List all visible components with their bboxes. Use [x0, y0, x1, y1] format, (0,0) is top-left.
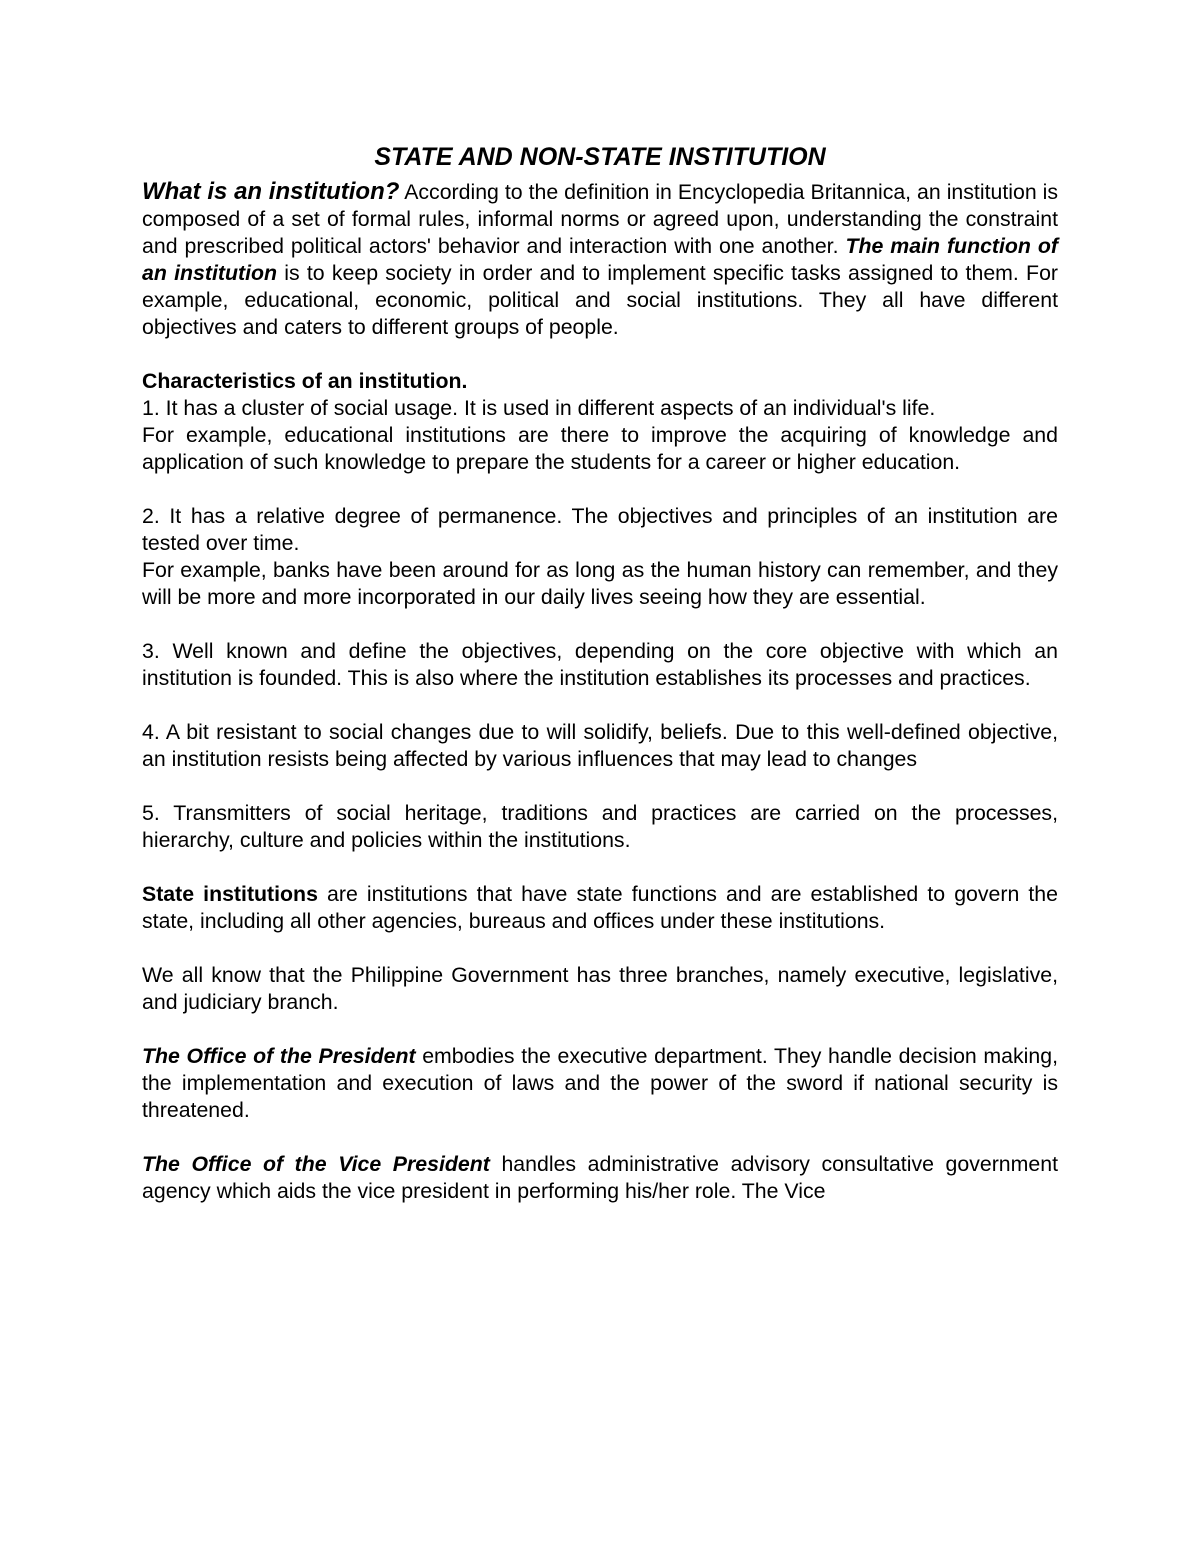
state-institutions-paragraph — [142, 881, 1058, 935]
vice-president-term: The Office of the Vice President — [142, 1152, 490, 1176]
state-institutions-term: State institutions — [142, 882, 318, 906]
state-institutions-definition: are institutions that have state functions and are established to govern the state, including all other agencies, bureaus and offices under these institutions. — [142, 882, 1059, 933]
president-term: The Office of the President — [142, 1044, 416, 1068]
intro-text-1: According to the definition in Encyclopedia Britannica, an institution is composed of a set of formal rules, informal norms or agreed upon, understanding the constraint and prescribed political actors' behavior and interaction with one another. — [142, 180, 1058, 258]
president-text: embodies the executive department. They handle decision making, the implementation and execution of laws and the power of the sword if national security is threatened. — [142, 1044, 1058, 1122]
characteristic-1-example: For example, educational institutions are there to improve the acquiring of knowledge and application of such knowledge to prepare the students for a career or higher education. — [142, 423, 1058, 474]
intro-lead-question: What is an institution? — [142, 178, 400, 205]
president-paragraph — [142, 1043, 1058, 1124]
characteristic-3-statement: 3. Well known and define the objectives, depending on the core objective with which an institution is founded. This is also where the institution establishes its processes and practices. — [142, 639, 1058, 690]
intro-paragraph — [142, 178, 1058, 341]
intro-text-2: is to keep society in order and to implement specific tasks assigned to them. For example, educational, economic, political and social institutions. They all have different objectives and caters to different groups of people. — [142, 261, 1059, 339]
intro-emphasis: The main function of an institution — [142, 234, 1059, 285]
document-title: STATE AND NON-STATE INSTITUTION — [374, 143, 826, 171]
characteristics-heading: Characteristics of an institution. — [142, 369, 468, 393]
characteristic-2-statement: 2. It has a relative degree of permanence. The objectives and principles of an institution are tested over time. — [142, 504, 1058, 555]
branches-paragraph: We all know that the Philippine Government has three branches, namely executive, legislative, and judiciary branch. — [142, 963, 1058, 1014]
characteristic-1-statement: 1. It has a cluster of social usage. It is used in different aspects of an individual's life. — [142, 396, 936, 420]
vice-president-text: handles administrative advisory consultative government agency which aids the vice president in performing his/her role. The Vice — [142, 1152, 1058, 1203]
document-page — [142, 140, 1058, 1232]
characteristic-4-statement: 4. A bit resistant to social changes due to will solidify, beliefs. Due to this well-defined objective, an institution resists being affected by various influences that may lead to changes — [142, 720, 1058, 771]
characteristic-2-example: For example, banks have been around for as long as the human history can remember, and they will be more and more incorporated in our daily lives seeing how they are essential. — [142, 558, 1058, 609]
characteristic-5-statement: 5. Transmitters of social heritage, traditions and practices are carried on the processes, hierarchy, culture and policies within the institutions. — [142, 801, 1058, 852]
vice-president-paragraph — [142, 1151, 1058, 1205]
